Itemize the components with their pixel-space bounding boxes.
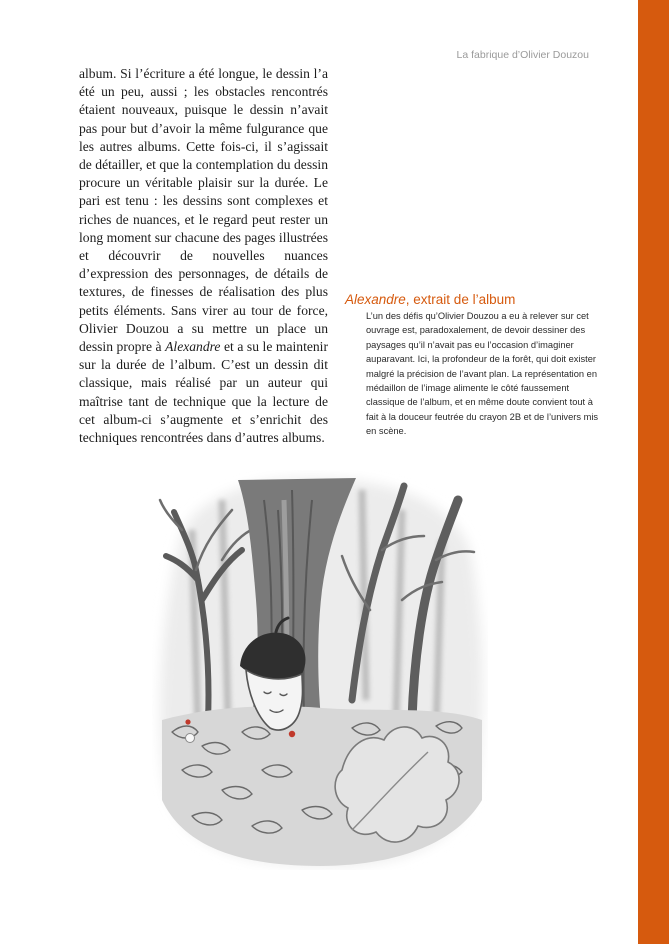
- main-paragraph: [79, 65, 328, 447]
- ladybug: [289, 731, 295, 737]
- caption-body: L’un des défis qu’Olivier Douzou a eu à relever sur cet ouvrage est, paradoxalement, de devoir dessiner des paysages qu’il n’avait pas eu l’occasion d’imaginer auparavant. Ici, la profondeur de la forêt, qui doit exister malgré la précision de l’avant plan. La représentation en médaillon de l’image alimente le côté faussement classique de l’album, et en même doute convient tout à fait à la douceur feutrée du crayon 2B et de l’univers mis en scène.: [366, 311, 599, 437]
- forest-illustration: [152, 470, 488, 870]
- ladybug-small: [185, 719, 190, 724]
- illustration-caption: [345, 292, 603, 439]
- orange-side-bar: [638, 0, 669, 944]
- paragraph-text-part-1: album. Si l’écriture a été longue, le dessin l’a été un peu, aussi ; les obstacles rencontrés étaient nouveaux, puisque le dessin n’avait pas pour but d’avoir la même fulgurance que les autres albums. Cette fois-ci, il s’agissait de détailler, et que la contemplation du dessin procure un véritable plaisir sur la durée. Le pari est tenu : les dessins sont complexes et riches de nuances, et le regard peut rester un long moment sur chacune des pages illustrées et découvrir de nouvelles nuances d’expression des personnages, de détails de textures, de finesses de réalisation des plus petits éléments. Sans virer au tour de force, Olivier Douzou a su mettre un place un dessin propre à: [79, 66, 328, 355]
- paragraph-text-part-2: et a su le maintenir sur la durée de l’album. C’est un dessin dit classique, mais réalisé par un auteur qui maîtrise tant de technique que la lecture de cet album-ci s’augmente et s’enrichit des techniques rencontrées dans d’autres albums.: [79, 339, 328, 446]
- white-flower: [186, 734, 195, 743]
- caption-title-rest: , extrait de l’album: [405, 292, 516, 307]
- caption-title-italic: Alexandre: [345, 292, 406, 307]
- running-header: La fabrique d’Olivier Douzou: [456, 49, 589, 61]
- paragraph-title-italic: Alexandre: [165, 339, 221, 355]
- caption-title: [345, 292, 603, 308]
